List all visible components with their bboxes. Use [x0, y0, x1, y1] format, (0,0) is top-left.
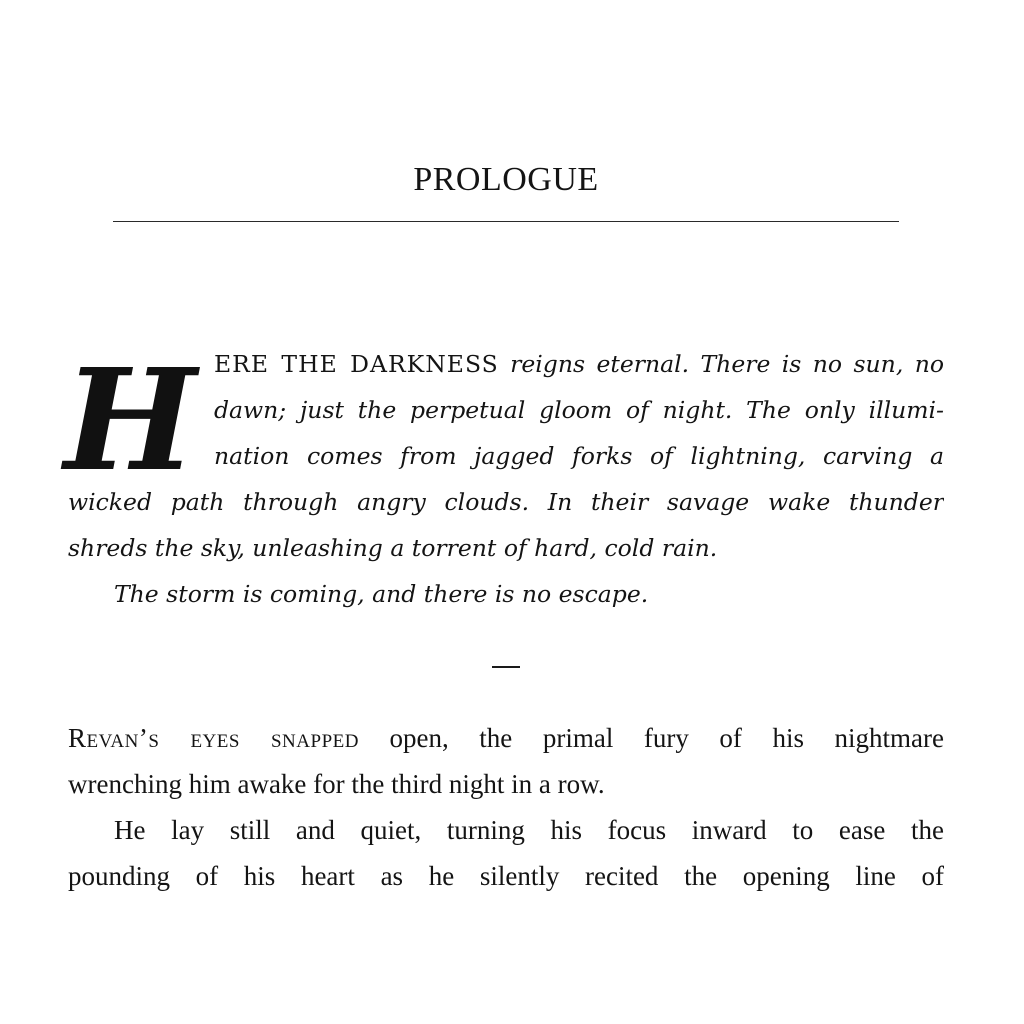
opening-small-caps: ERE THE DARKNESS — [214, 350, 499, 378]
title-underline — [113, 221, 899, 222]
prologue-line: wicked path through angry clouds. In their savage wake thunder — [68, 488, 944, 516]
body-line: wrenching him awake for the third night in a row. — [68, 769, 605, 799]
section-opening-small-caps: Revan’s eyes snapped — [68, 723, 359, 753]
body-line-text: open, the primal fury of his nightmare — [358, 723, 944, 753]
body-passage — [68, 715, 944, 899]
prologue-line: shreds the sky, unleashing a torrent of hard, cold rain. — [68, 534, 718, 562]
body-line: pounding of his heart as he silently recited the opening line of — [68, 861, 944, 891]
section-separator — [492, 666, 520, 668]
body-line: He lay still and quiet, turning his focus inward to ease the — [114, 815, 944, 845]
drop-cap: H — [64, 339, 197, 503]
prologue-line — [214, 341, 944, 387]
prologue-italic-passage — [64, 339, 944, 617]
prologue-line-text: reigns eternal. There is no sun, no — [498, 350, 944, 378]
prologue-line: nation comes from jagged forks of lightning, carving a — [214, 442, 944, 470]
prologue-line: dawn; just the perpetual gloom of night. The only illumi- — [214, 396, 944, 424]
body-line — [68, 715, 944, 761]
chapter-title: PROLOGUE — [413, 161, 599, 198]
book-page — [64, 0, 944, 1024]
prologue-line: The storm is coming, and there is no escape. — [114, 580, 649, 608]
